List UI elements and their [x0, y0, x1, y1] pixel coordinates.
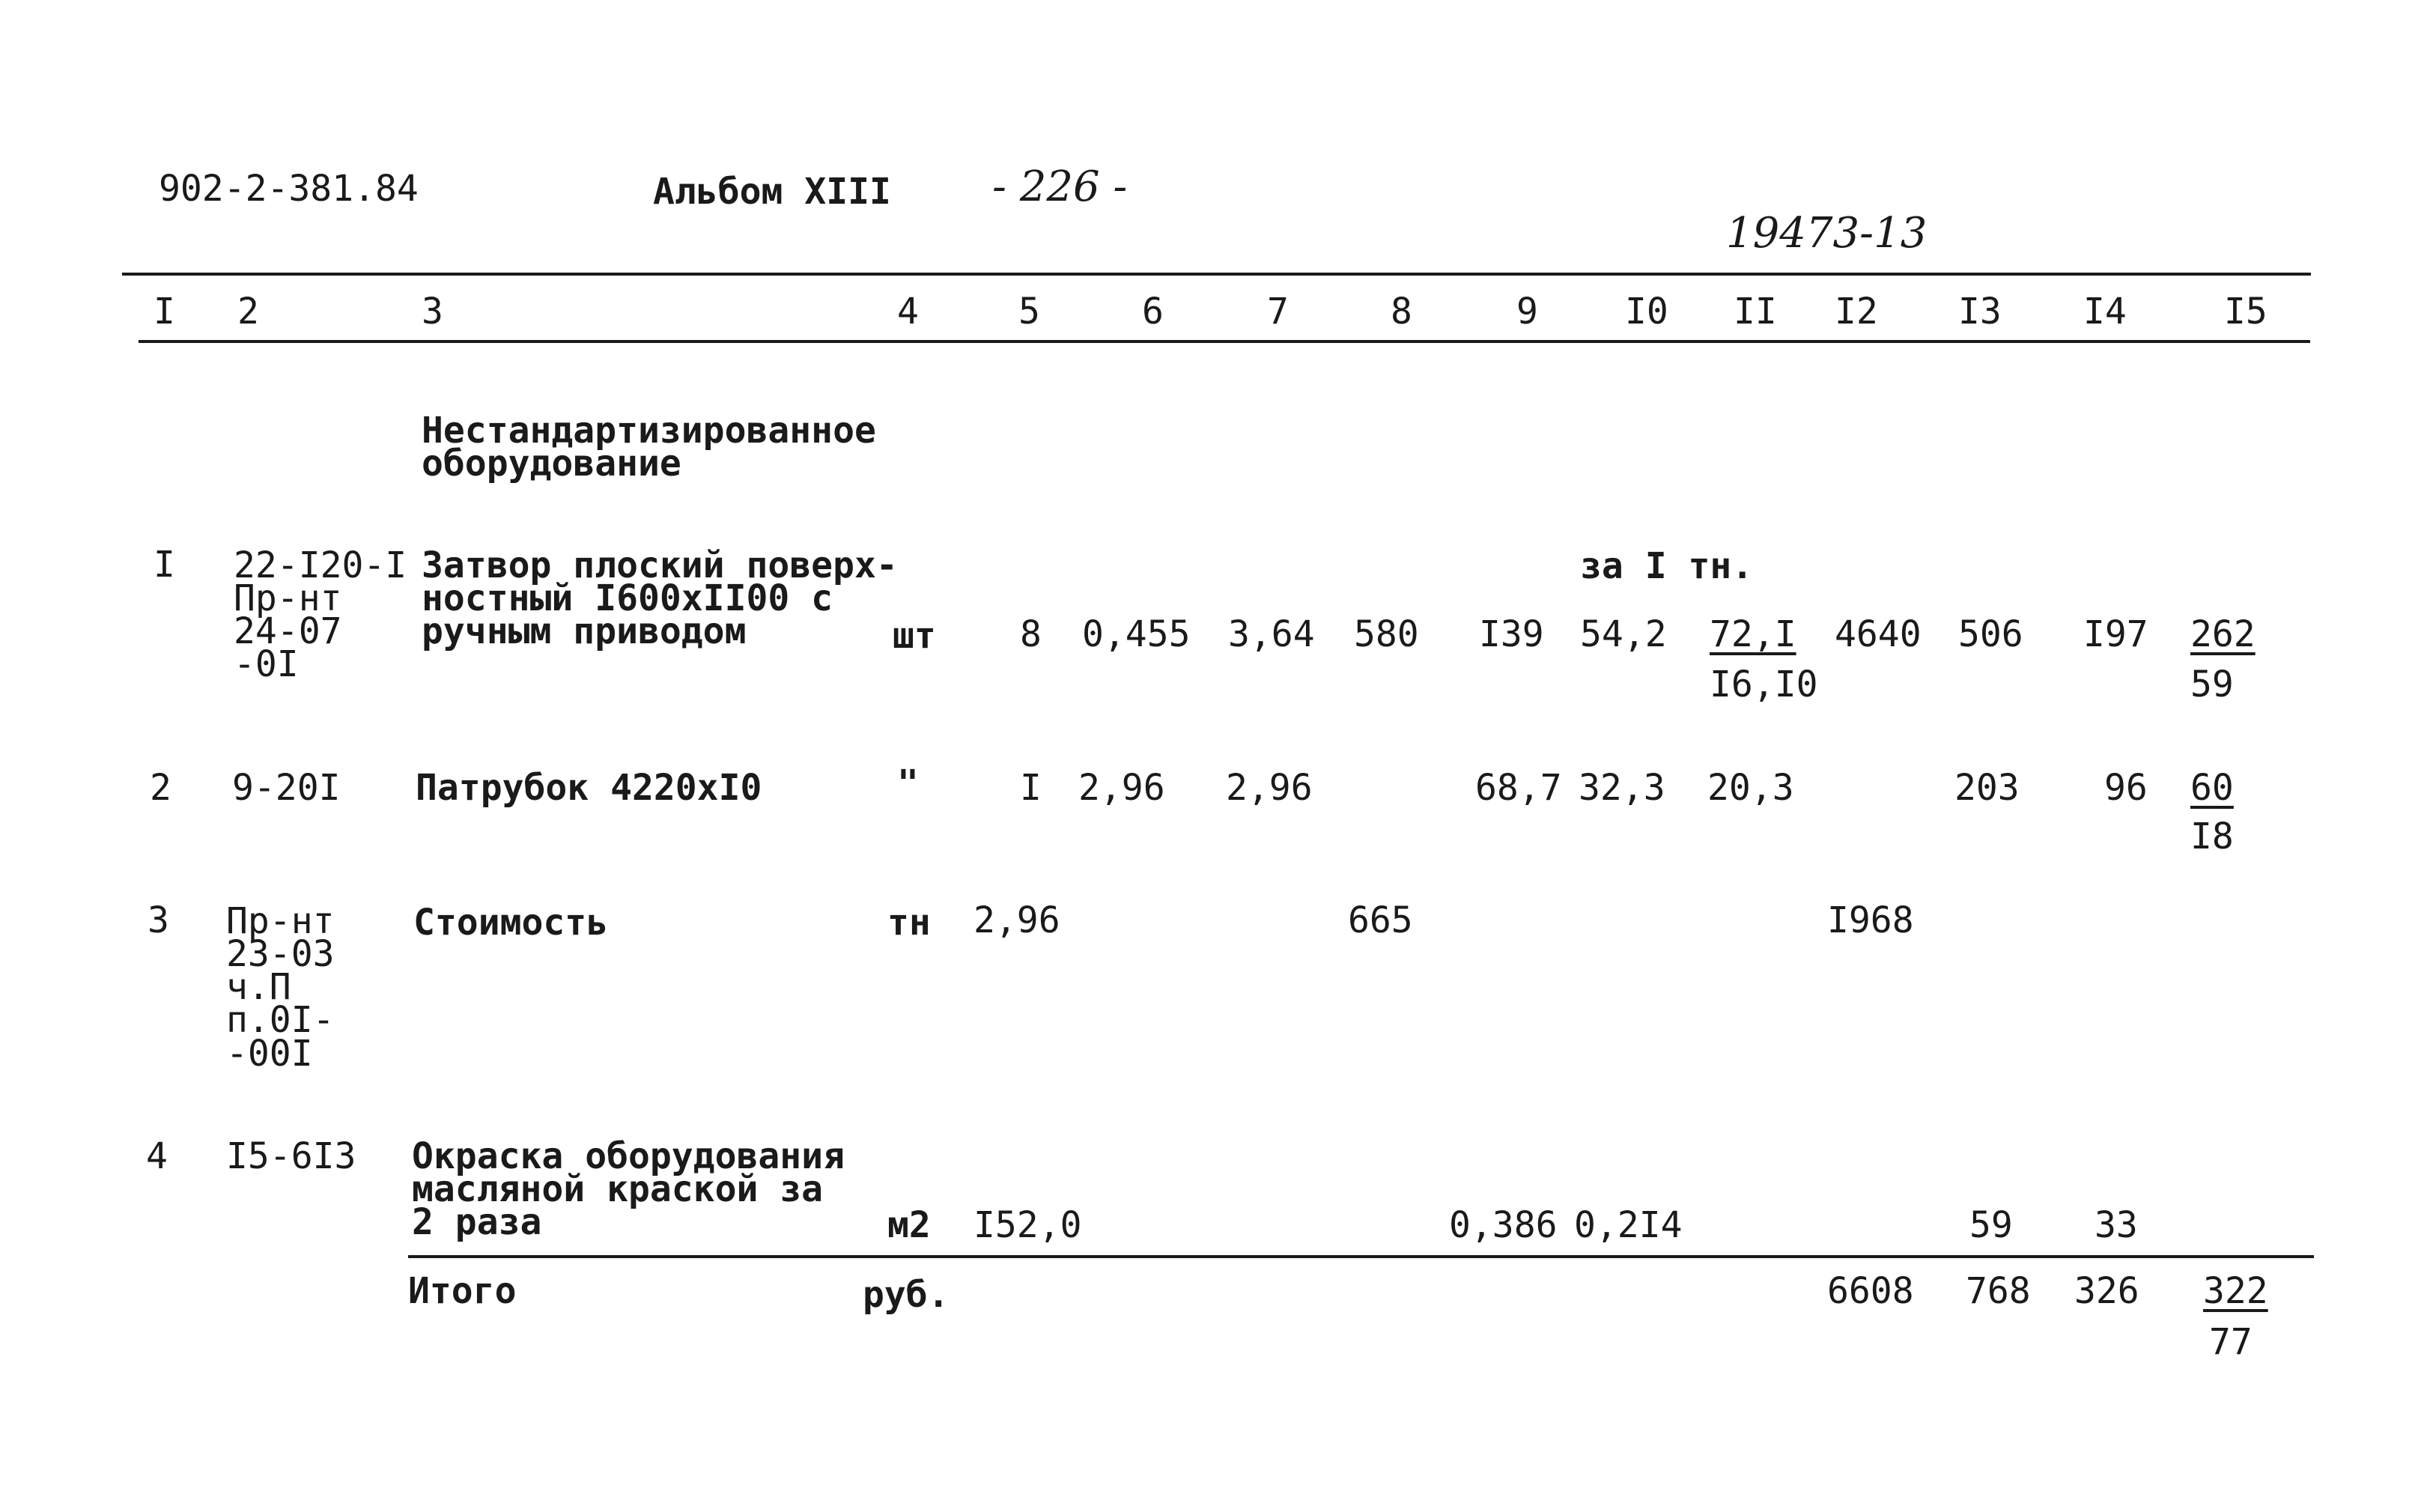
- row-2-col6: 2,96: [1078, 767, 1165, 809]
- row-3-code: Пр-нт 23-03 ч.П п.0I- -00I: [226, 900, 335, 1075]
- total-col15-sub: 77: [2209, 1321, 2253, 1363]
- column-header-4: 4: [897, 291, 919, 333]
- row-2-number: 2: [150, 767, 171, 809]
- column-header-5: 5: [1018, 291, 1040, 333]
- row-1-note: за I тн.: [1580, 545, 1754, 587]
- column-header-14: I4: [2083, 291, 2127, 333]
- row-3-col5: 2,96: [973, 899, 1060, 941]
- row-2-col14: 96: [2104, 767, 2148, 809]
- column-header-2: 2: [237, 291, 259, 333]
- column-header-10: I0: [1625, 291, 1668, 333]
- column-header-8: 8: [1391, 291, 1412, 333]
- total-col12: 6608: [1827, 1270, 1914, 1312]
- column-header-13: I3: [1958, 291, 2002, 333]
- row-4-col10: 0,2I4: [1574, 1204, 1683, 1246]
- row-1-col15: 262: [2190, 613, 2256, 655]
- row-4-col14: 33: [2095, 1204, 2138, 1246]
- column-header-9: 9: [1516, 291, 1538, 333]
- row-2-unit: ": [897, 762, 919, 804]
- row-1-col15-sub: 59: [2190, 664, 2234, 705]
- sheet-code: 19473-13: [1726, 209, 1928, 258]
- row-1-col6: 0,455: [1082, 613, 1191, 655]
- row-1-unit: шт: [893, 615, 936, 657]
- column-header-6: 6: [1142, 291, 1164, 333]
- row-3-name: Стоимость: [413, 902, 609, 944]
- row-1-col11: 72,I: [1710, 613, 1796, 655]
- row-4-col13: 59: [1969, 1204, 2013, 1246]
- row-1-col14: I97: [2083, 613, 2148, 655]
- row-4-name: Окраска оборудования масляной краской за 2 раза: [412, 1135, 845, 1244]
- total-col13: 768: [1966, 1270, 2031, 1312]
- row-3-col12: I968: [1827, 899, 1914, 941]
- column-header-12: I2: [1835, 291, 1878, 333]
- row-3-unit: тн: [887, 902, 931, 944]
- column-header-15: I5: [2224, 291, 2267, 333]
- row-4-code: I5-6I3: [226, 1135, 356, 1177]
- row-2-col11: 20,3: [1707, 767, 1794, 809]
- album-label: Альбом XIII: [653, 171, 891, 213]
- row-4-number: 4: [146, 1135, 168, 1177]
- column-header-7: 7: [1267, 291, 1289, 333]
- row-1-col12: 4640: [1835, 613, 1922, 655]
- row-1-number: I: [154, 544, 175, 586]
- row-1-col9: I39: [1479, 613, 1544, 655]
- row-1-col5: 8: [1020, 613, 1042, 655]
- column-header-1: I: [154, 291, 175, 333]
- page-number: - 226 -: [992, 163, 1128, 211]
- table-header-rule: [139, 340, 2310, 343]
- row-1-code: 22-I20-I Пр-нт 24-07 -0I: [234, 544, 407, 686]
- document-code: 902-2-381.84: [159, 168, 419, 210]
- row-1-col13: 506: [1958, 613, 2023, 655]
- row-2-col10: 32,3: [1579, 767, 1665, 809]
- row-2-col13: 203: [1954, 767, 2020, 809]
- row-2-col9: 68,7: [1475, 767, 1562, 809]
- total-label: Итого: [408, 1270, 517, 1312]
- row-4-col9: 0,386: [1449, 1204, 1558, 1246]
- row-2-name: Патрубок 4220xI0: [416, 767, 762, 809]
- total-unit: руб.: [863, 1274, 950, 1316]
- column-header-11: II: [1734, 291, 1777, 333]
- row-4-unit: м2: [887, 1204, 931, 1246]
- row-2-col5: I: [1020, 767, 1042, 809]
- table-top-rule: [122, 273, 2311, 276]
- row-3-col8: 665: [1348, 899, 1413, 941]
- row-4-col5: I52,0: [973, 1204, 1082, 1246]
- row-1-col8: 580: [1354, 613, 1419, 655]
- total-rule: [408, 1255, 2314, 1258]
- row-2-col7: 2,96: [1226, 767, 1313, 809]
- column-header-3: 3: [422, 291, 443, 333]
- row-1-col7: 3,64: [1228, 613, 1315, 655]
- row-1-name: Затвор плоский поверх- ностный I600xII00 с ручным приводом: [422, 544, 898, 653]
- row-3-number: 3: [148, 899, 169, 941]
- row-2-col15-sub: I8: [2190, 816, 2234, 857]
- section-title: Нестандартизированное оборудование: [422, 410, 876, 485]
- row-1-col11-sub: I6,I0: [1710, 664, 1818, 705]
- total-col14: 326: [2074, 1270, 2139, 1312]
- row-2-col15: 60: [2190, 767, 2234, 809]
- row-2-code: 9-20I: [232, 767, 341, 809]
- row-1-col10: 54,2: [1580, 613, 1667, 655]
- total-col15: 322: [2203, 1270, 2268, 1312]
